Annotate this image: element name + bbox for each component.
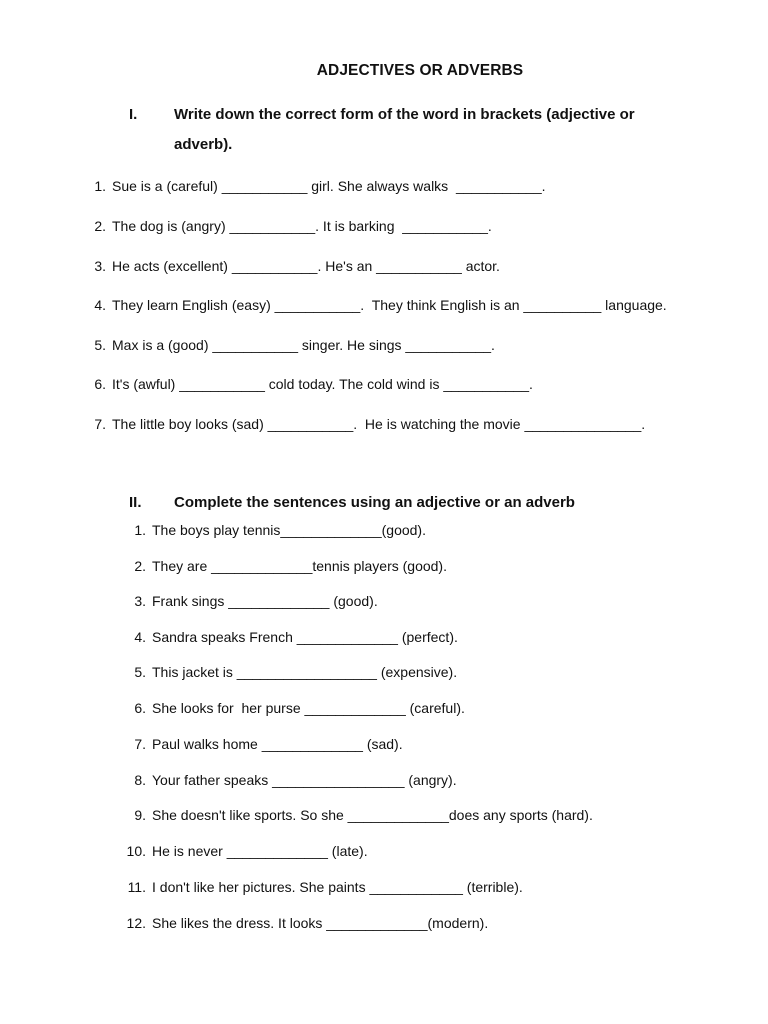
exercise-number: 7. [134, 736, 146, 752]
exercise-number: 1. [134, 522, 146, 538]
exercise-number: 8. [134, 772, 146, 788]
exercise-number: 5. [134, 664, 146, 680]
exercise-sentence: This jacket is __________________ (expensive). [152, 664, 458, 680]
exercise-sentence: I don't like her pictures. She paints ____________ (terrible). [152, 879, 523, 895]
exercise-sentence: She looks for her purse _____________ (careful). [152, 700, 465, 716]
exercise-number: 3. [94, 258, 106, 274]
exercise-sentence: The little boy looks (sad) ___________. He is watching the movie _______________. [112, 416, 646, 432]
exercise-sentence: She doesn't like sports. So she _____________does any sports (hard). [152, 807, 593, 823]
section-1-instruction-line-1: Write down the correct form of the word in brackets (adjective or [174, 106, 635, 123]
exercise-sentence: They are _____________tennis players (good). [152, 558, 447, 574]
exercise-sentence: Paul walks home _____________ (sad). [152, 736, 403, 752]
exercise-sentence: It's (awful) ___________ cold today. The cold wind is ___________. [112, 376, 533, 392]
exercise-number: 1. [94, 178, 106, 194]
exercise-sentence: Sue is a (careful) ___________ girl. She always walks ___________. [112, 178, 546, 194]
exercise-sentence: The dog is (angry) ___________. It is barking ___________. [112, 218, 492, 234]
exercise-sentence: He is never _____________ (late). [152, 843, 368, 859]
exercise-number: 3. [134, 593, 146, 609]
exercise-number: 4. [134, 629, 146, 645]
section-2-instruction: Complete the sentences using an adjective or an adverb [174, 494, 575, 511]
section-2-numeral: II. [129, 494, 142, 511]
exercise-number: 4. [94, 297, 106, 313]
worksheet-title: ADJECTIVES OR ADVERBS [316, 62, 524, 79]
exercise-sentence: He acts (excellent) ___________. He's an ___________ actor. [112, 258, 500, 274]
exercise-number: 9. [134, 807, 146, 823]
exercise-number: 2. [94, 218, 106, 234]
exercise-number: 12. [126, 915, 146, 931]
exercise-number: 6. [134, 700, 146, 716]
exercise-number: 2. [134, 558, 146, 574]
section-1-instruction-line-2: adverb). [174, 136, 233, 153]
exercise-sentence: Frank sings _____________ (good). [152, 593, 378, 609]
exercise-item [0, 915, 489, 979]
exercise-sentence: They learn English (easy) ___________. They think English is an __________ language. [112, 297, 667, 313]
exercise-sentence: Max is a (good) ___________ singer. He sings ___________. [112, 337, 495, 353]
exercise-sentence: The boys play tennis_____________(good). [152, 522, 426, 538]
exercise-number: 7. [94, 416, 106, 432]
exercise-number: 5. [94, 337, 106, 353]
exercise-sentence: Your father speaks _________________ (angry). [152, 772, 457, 788]
exercise-sentence: She likes the dress. It looks _____________(modern). [152, 915, 489, 931]
exercise-number: 10. [126, 843, 146, 859]
exercise-item [0, 416, 646, 480]
exercise-number: 11. [127, 879, 146, 895]
section-1-numeral: I. [129, 106, 138, 123]
section-1-instruction [174, 100, 734, 160]
exercise-sentence: Sandra speaks French _____________ (perfect). [152, 629, 458, 645]
exercise-number: 6. [94, 376, 106, 392]
